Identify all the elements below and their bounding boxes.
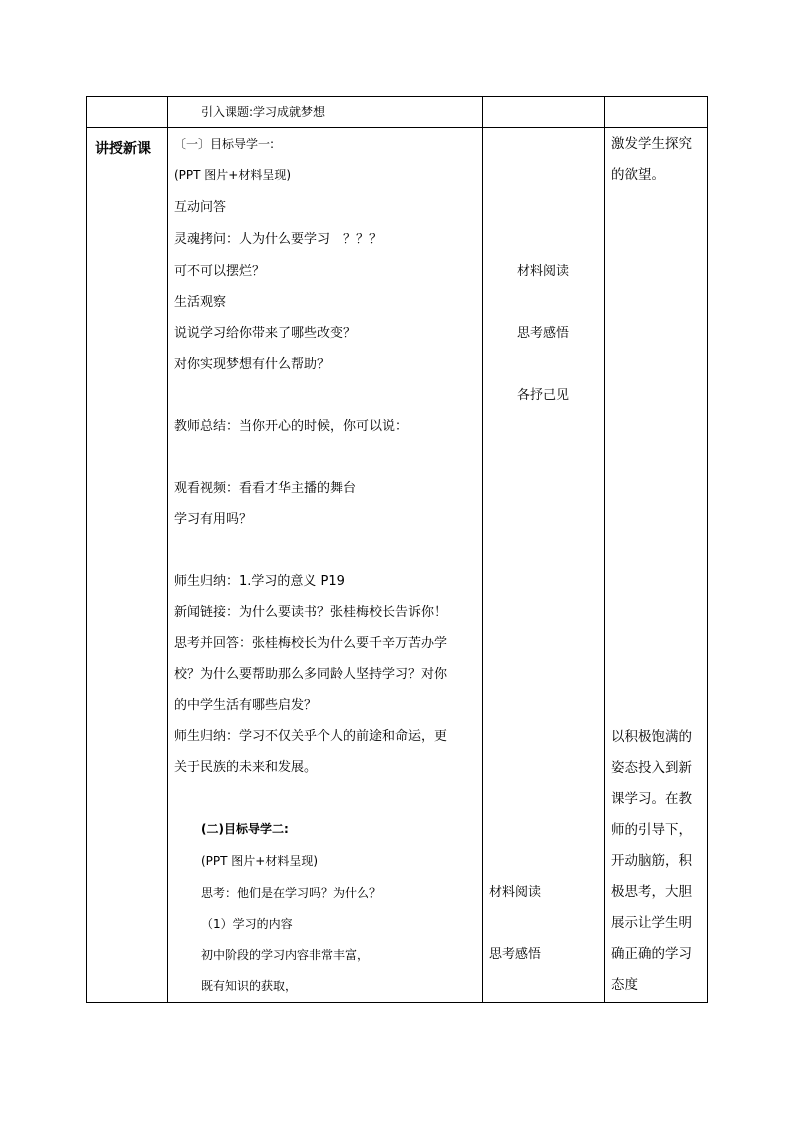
content-line: 关于民族的未来和发展。 bbox=[174, 760, 318, 775]
content-line: 的中学生活有哪些启发？ bbox=[174, 698, 318, 713]
content-line: 思考并回答：张桂梅校长为什么要千辛万苦办学 bbox=[174, 636, 448, 651]
section-label: 讲授新课 bbox=[95, 141, 151, 157]
activity-label: 材料阅读 bbox=[517, 264, 570, 279]
row1-label-cell bbox=[87, 97, 168, 128]
row1-activity-cell bbox=[483, 97, 605, 128]
content-line: 说说学习给你带来了哪些改变？ bbox=[174, 326, 357, 341]
content-line: 对你实现梦想有什么帮助？ bbox=[174, 357, 331, 372]
content-line: (PPT 图片+材料呈现) bbox=[174, 168, 292, 182]
teaching-note: 激发学生探究的欲望。 bbox=[611, 136, 692, 183]
row2-content-cell bbox=[168, 128, 483, 1003]
row2-label-cell bbox=[87, 128, 168, 1003]
goal-two-heading: (二)目标导学二: bbox=[201, 822, 289, 836]
activity-label: 各抒己见 bbox=[517, 388, 570, 403]
teaching-note: 以积极饱满的姿态投入到新课学习。在教师的引导下，开动脑筋，积极思考，大胆展示让学生明确正确的学习态度 bbox=[611, 729, 692, 993]
content-line: （1）学习的内容 bbox=[201, 917, 293, 931]
content-line: 学习有用吗？ bbox=[174, 512, 253, 527]
content-line: 师生归纳：1.学习的意义 P19 bbox=[174, 574, 345, 589]
goal-one-heading: 〔一〕目标导学一: bbox=[174, 137, 275, 151]
row1-note-cell bbox=[605, 97, 708, 128]
row2-note-cell bbox=[605, 128, 708, 1003]
activity-label: 思考感悟 bbox=[517, 326, 570, 341]
content-line: 新闻链接：为什么要读书？张桂梅校长告诉你！ bbox=[174, 605, 448, 620]
content-line: 可不可以摆烂？ bbox=[174, 264, 266, 279]
row2-activity-cell bbox=[483, 128, 605, 1003]
content-line: 校？为什么要帮助那么多同龄人坚持学习？对你 bbox=[174, 667, 448, 682]
table-row bbox=[87, 97, 708, 128]
content-line: 初中阶段的学习内容非常丰富， bbox=[201, 948, 370, 962]
content-line: 师生归纳：学习不仅关乎个人的前途和命运，更 bbox=[174, 729, 448, 744]
content-line: 灵魂拷问：人为什么要学习 ？？？ bbox=[174, 232, 383, 247]
table-row bbox=[87, 128, 708, 1003]
row1-content-cell bbox=[168, 97, 483, 128]
content-line: 既有知识的获取， bbox=[201, 979, 298, 993]
activity-label: 材料阅读 bbox=[489, 885, 542, 900]
activity-label: 思考感悟 bbox=[489, 947, 542, 962]
content-line: 思考：他们是在学习吗？为什么？ bbox=[201, 886, 382, 900]
content-line: 观看视频：看看才华主播的舞台 bbox=[174, 481, 357, 496]
content-line: (PPT 图片+材料呈现) bbox=[201, 854, 319, 868]
content-line: 互动问答 bbox=[174, 200, 227, 215]
content-line: 教师总结：当你开心的时候，你可以说： bbox=[174, 419, 409, 434]
intro-topic: 引入课题:学习成就梦想 bbox=[201, 105, 326, 119]
content-line: 生活观察 bbox=[174, 295, 227, 310]
lesson-plan-table bbox=[86, 96, 708, 1003]
